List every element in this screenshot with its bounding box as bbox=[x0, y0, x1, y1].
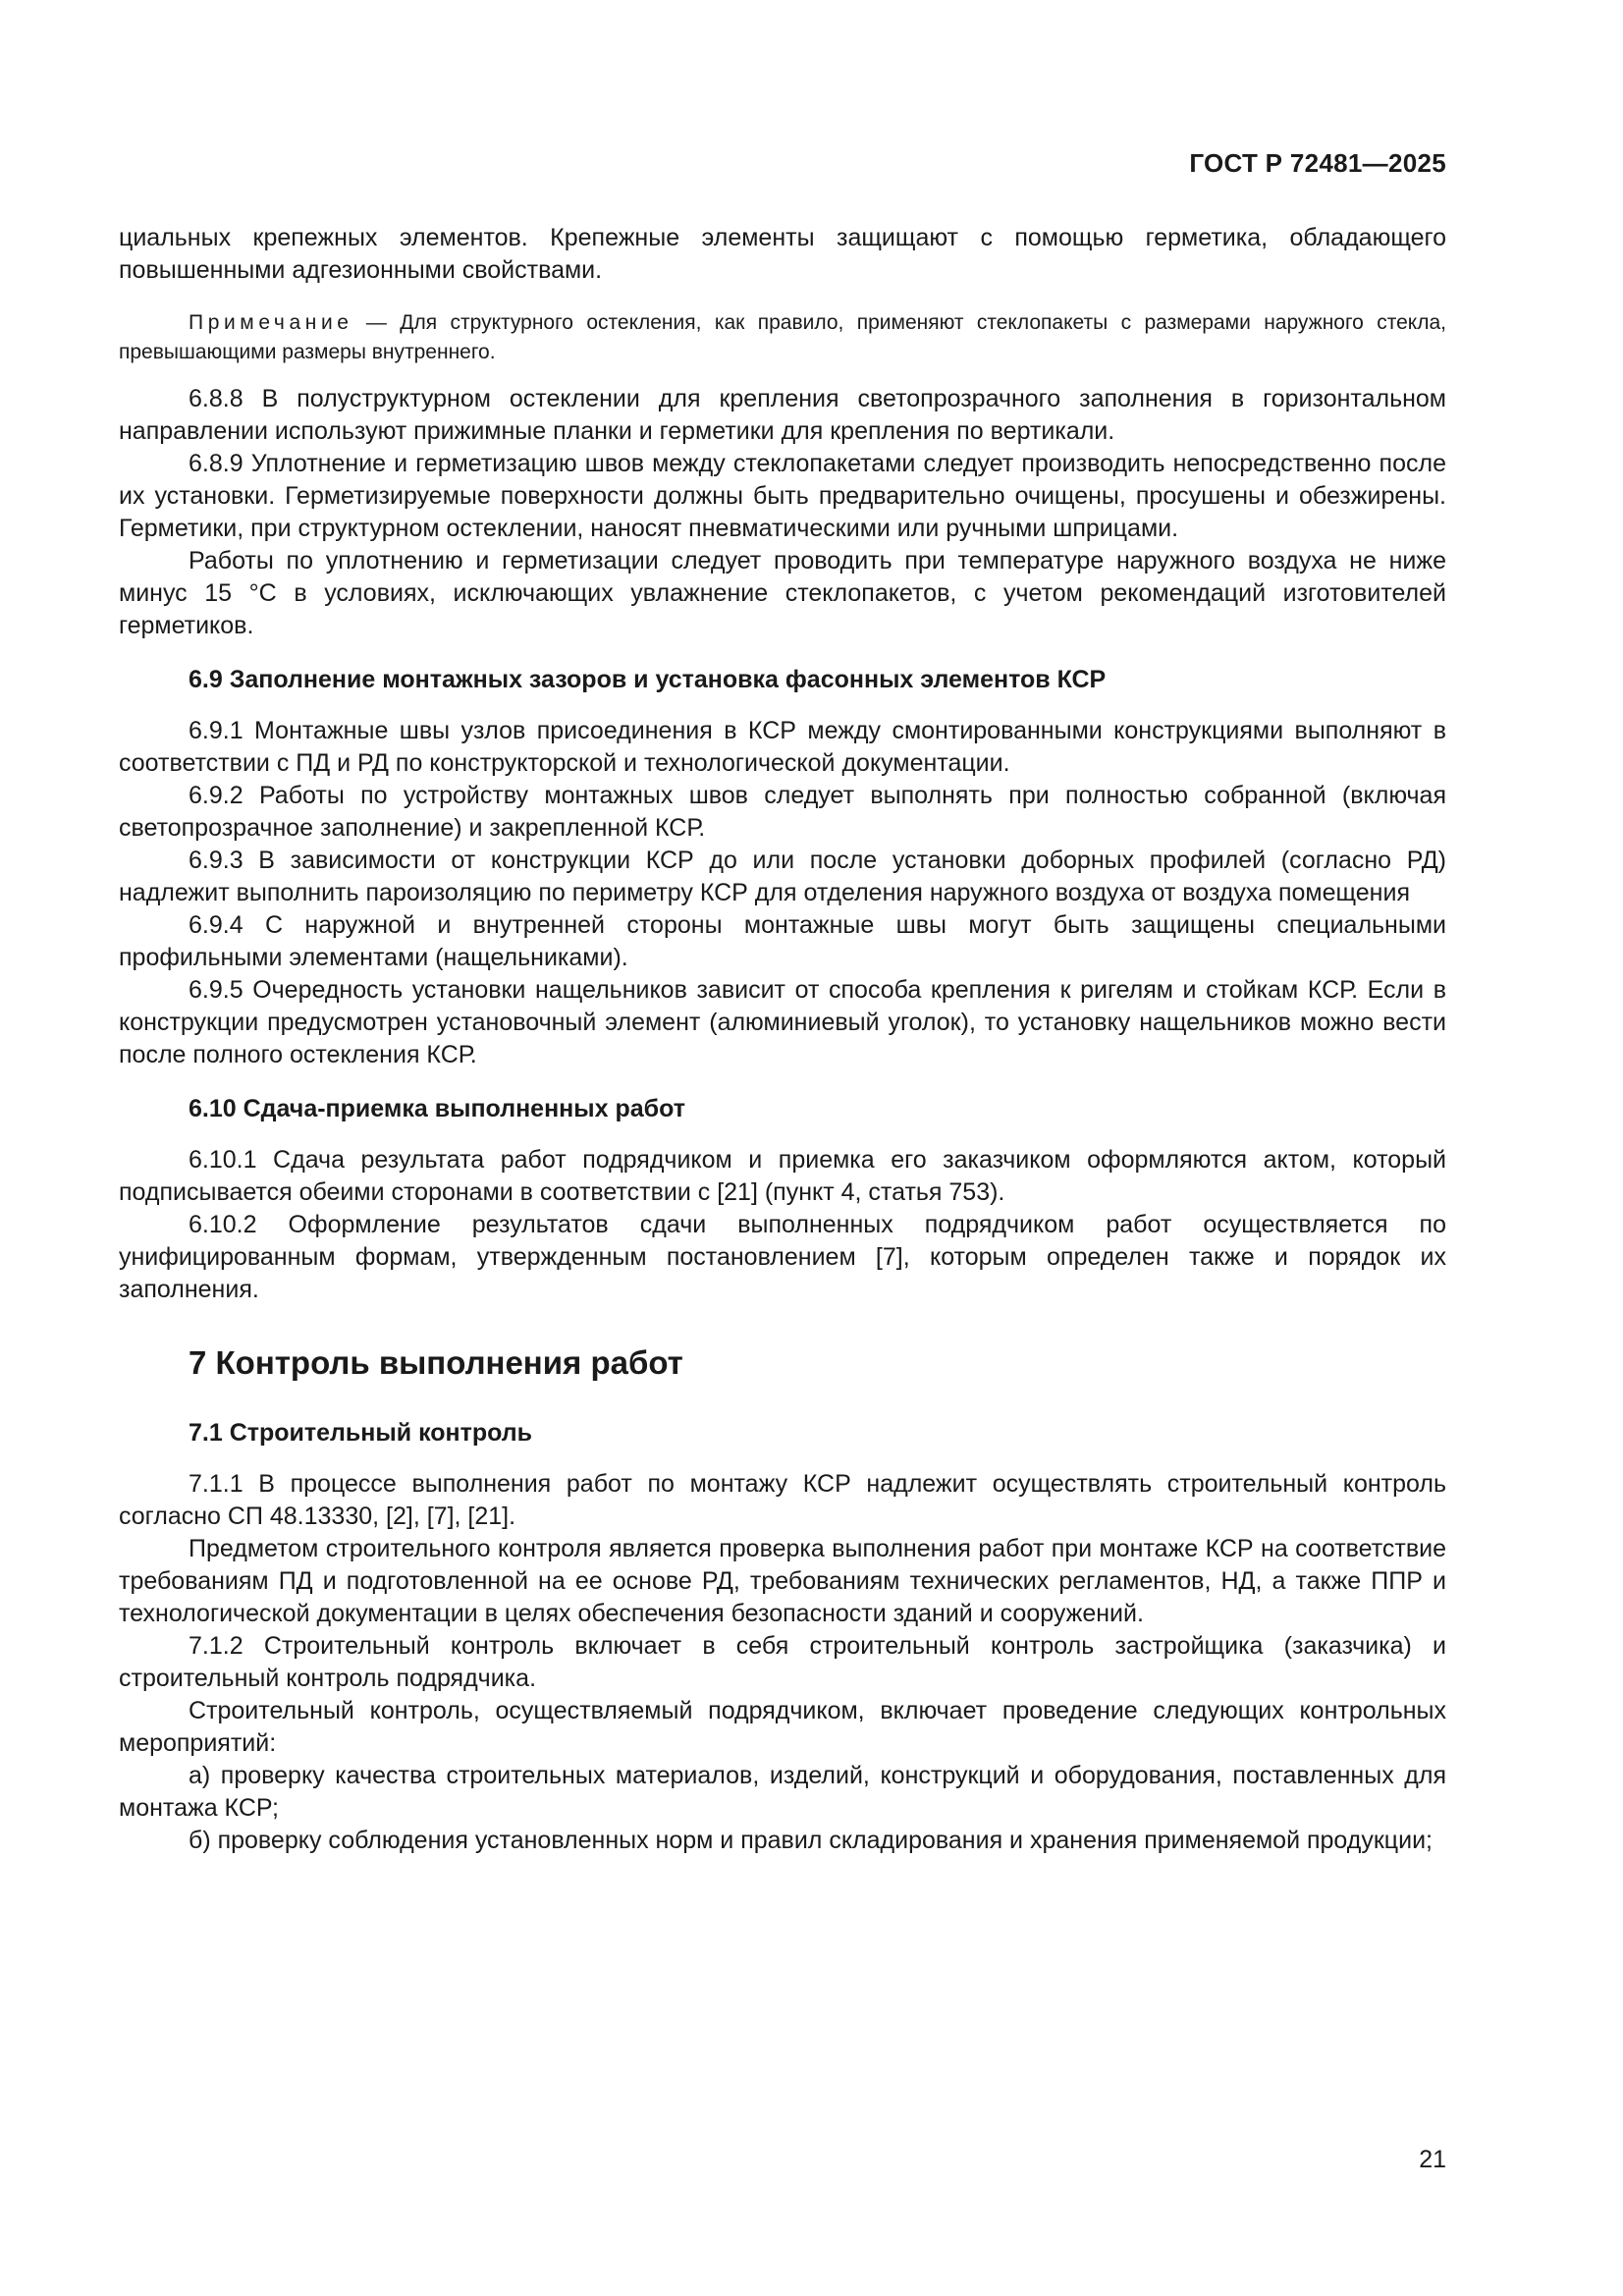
paragraph-6-10-2: 6.10.2 Оформление результатов сдачи выполненных подрядчиком работ осуществляется по унифицированным формам, утвержденным постановлением [7], которым определен также и порядок их заполнения. bbox=[119, 1211, 1446, 1303]
paragraph-6-9-3: 6.9.3 В зависимости от конструкции КСР до или после установки доборных профилей (согласно РД) надлежит выполнить пароизоляцию по периметру КСР для отделения наружного воздуха от воздуха помещения bbox=[119, 847, 1446, 906]
page-number: 21 bbox=[1419, 2146, 1446, 2173]
note-label: Примечание bbox=[189, 311, 353, 334]
section-heading-6-10: 6.10 Сдача-приемка выполненных работ bbox=[189, 1095, 685, 1122]
chapter-heading-7: 7 Контроль выполнения работ bbox=[189, 1344, 683, 1381]
list-item-b: б) проверку соблюдения установленных норм и правил складирования и хранения применяемой продукции; bbox=[189, 1827, 1434, 1854]
paragraph-6-9-4: 6.9.4 С наружной и внутренней стороны монтажные швы могут быть защищены специальными профильными элементами (нащельниками). bbox=[119, 911, 1446, 971]
paragraph-7-1-1-continued: Предметом строительного контроля является проверка выполнения работ при монтаже КСР на соответствие требованиям ПД и подготовленной на ее основе РД, требованиям технических регламентов, НД, а также ППР и технологической документации в целях обеспечения безопасности зданий и сооружений. bbox=[119, 1535, 1446, 1627]
note-text: — Для структурного остекления, как правило, применяют стеклопакеты с размерами наружного стекла, превышающими размеры внутреннего. bbox=[119, 311, 1446, 363]
paragraph-6-10-1: 6.10.1 Сдача результата работ подрядчиком и приемка его заказчиком оформляются актом, который подписывается обеими сторонами в соответствии с [21] (пункт 4, статья 753). bbox=[119, 1146, 1446, 1206]
paragraph-6-8-8: 6.8.8 В полуструктурном остеклении для крепления светопрозрачного заполнения в горизонтальном направлении используют прижимные планки и герметики для крепления по вертикали. bbox=[119, 385, 1446, 445]
paragraph-7-1-2-continued: Строительный контроль, осуществляемый подрядчиком, включает проведение следующих контрольных мероприятий: bbox=[119, 1697, 1446, 1757]
paragraph-7-1-2: 7.1.2 Строительный контроль включает в себя строительный контроль застройщика (заказчика) и строительный контроль подрядчика. bbox=[119, 1632, 1446, 1692]
paragraph-6-9-1: 6.9.1 Монтажные швы узлов присоединения в КСР между смонтированными конструкциями выполняют в соответствии с ПД и РД по конструкторской и технологической документации. bbox=[119, 717, 1446, 777]
paragraph-7-1-1: 7.1.1 В процессе выполнения работ по монтажу КСР надлежит осуществлять строительный контроль согласно СП 48.13330, [2], [7], [21]. bbox=[119, 1470, 1446, 1530]
section-heading-6-9: 6.9 Заполнение монтажных зазоров и установка фасонных элементов КСР bbox=[189, 666, 1107, 693]
section-heading-7-1: 7.1 Строительный контроль bbox=[189, 1419, 533, 1447]
document-body bbox=[119, 222, 1446, 1857]
paragraph-6-9-5: 6.9.5 Очередность установки нащельников зависит от способа крепления к ригелям и стойкам КСР. Если в конструкции предусмотрен установочный элемент (алюминиевый уголок), то установку нащельников можно вести после полного остекления КСР. bbox=[119, 976, 1446, 1068]
paragraph-continuation: циальных крепежных элементов. Крепежные элементы защищают с помощью герметика, обладающего повышенными адгезионными свойствами. bbox=[119, 224, 1446, 284]
paragraph-6-8-9: 6.8.9 Уплотнение и герметизацию швов между стеклопакетами следует производить непосредственно после их установки. Герметизируемые поверхности должны быть предварительно очищены, просушены и обезжирены. Герметики, при структурном остеклении, наносят пневматическими или ручными шприцами. bbox=[119, 450, 1446, 542]
paragraph-6-9-2: 6.9.2 Работы по устройству монтажных швов следует выполнять при полностью собранной (включая светопрозрачное заполнение) и закрепленной КСР. bbox=[119, 782, 1446, 842]
note bbox=[119, 308, 1446, 367]
document-id-header: ГОСТ Р 72481—2025 bbox=[1189, 148, 1446, 178]
list-item-a: а) проверку качества строительных материалов, изделий, конструкций и оборудования, поставленных для монтажа КСР; bbox=[119, 1762, 1446, 1822]
paragraph-6-8-9-continued: Работы по уплотнению и герметизации следует проводить при температуре наружного воздуха не ниже минус 15 °С в условиях, исключающих увлажнение стеклопакетов, с учетом рекомендаций изготовителей герметиков. bbox=[119, 547, 1446, 639]
